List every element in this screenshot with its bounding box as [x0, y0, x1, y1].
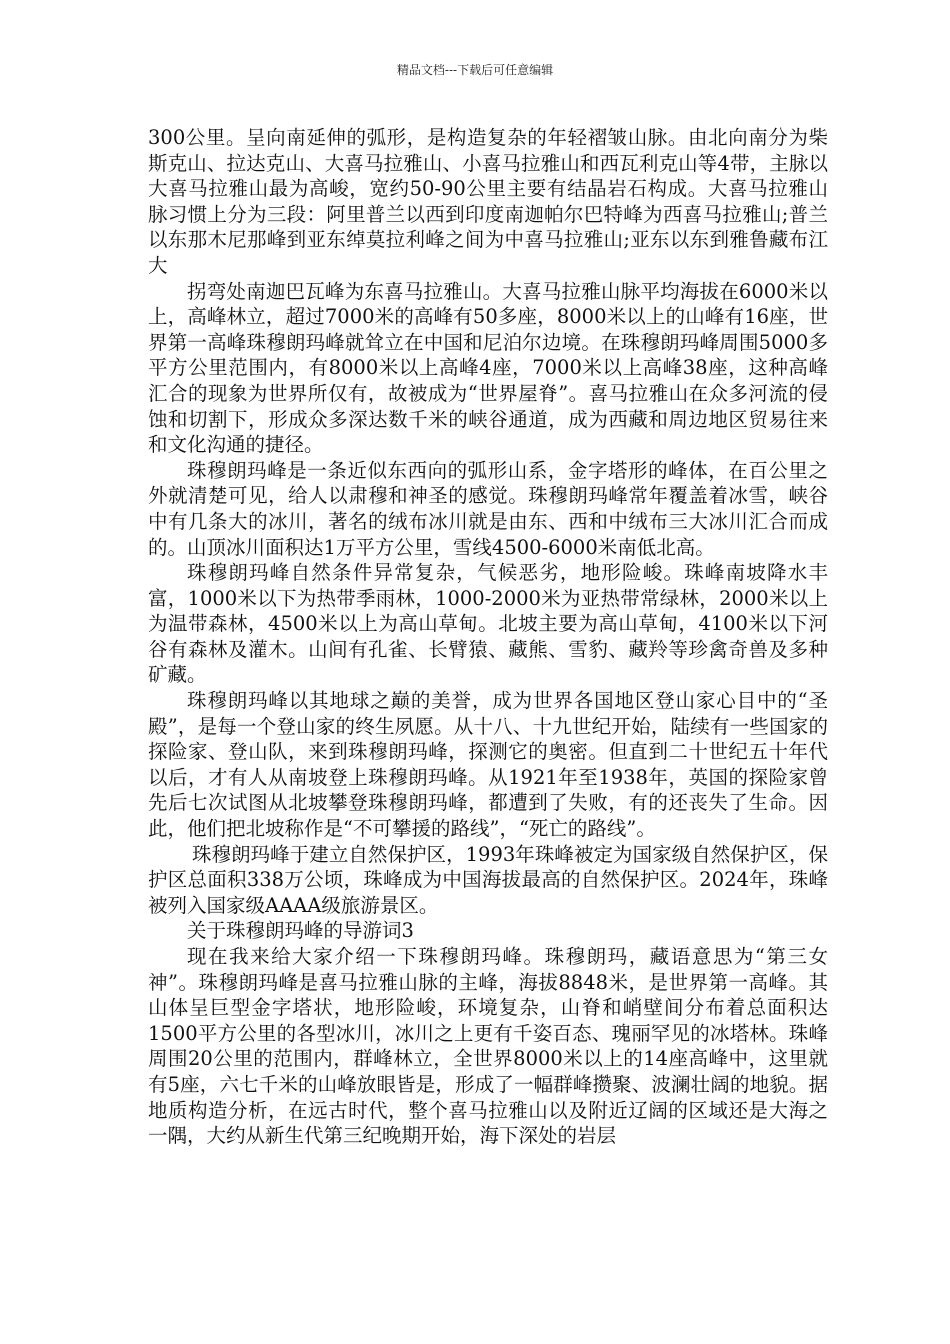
paragraph: 现在我来给大家介绍一下珠穆朗玛峰。珠穆朗玛，藏语意思为“第三女神”。珠穆朗玛峰是喜马拉雅山脉的主峰，海拔8848米，是世界第一高峰。其山体呈巨型金字塔状，地形险峻，环境复杂，山脊和峭壁间分布着总面积达1500平方公里的各型冰川，冰川之上更有千姿百态、瑰丽罕见的冰塔林。珠峰周围20公里的范围内，群峰林立，全世界8000米以上的14座高峰中，这里就有5座，六七千米的山峰放眼皆是，形成了一幅群峰攒聚、波澜壮阔的地貌。据地质构造分析，在远古时代，整个喜马拉雅山以及附近辽阔的区域还是大海之一隅，大约从新生代第三纪晚期开始，海下深处的岩层 [148, 945, 828, 1148]
paragraph: 珠穆朗玛峰于建立自然保护区，1993年珠峰被定为国家级自然保护区，保护区总面积338万公顷，珠峰成为中国海拔最高的自然保护区。2024年，珠峰被列入国家级AAAA级旅游景区。 [148, 842, 828, 917]
document-body [148, 125, 828, 1149]
paragraph: 珠穆朗玛峰是一条近似东西向的弧形山系，金字塔形的峰体，在百公里之外就清楚可见，给人以肃穆和神圣的感觉。珠穆朗玛峰常年覆盖着冰雪，峡谷中有几条大的冰川，著名的绒布冰川就是由东、西和中绒布三大冰川汇合而成的。山顶冰川面积达1万平方公里，雪线4500-6000米南低北高。 [148, 458, 828, 559]
paragraph: 珠穆朗玛峰自然条件异常复杂，气候恶劣，地形险峻。珠峰南坡降水丰富，1000米以下为热带季雨林，1000-2000米为亚热带常绿林，2000米以上为温带森林，4500米以上为高山草甸。北坡主要为高山草甸，4100米以下河谷有森林及灌木。山间有孔雀、长臂猿、藏熊、雪豹、藏羚等珍禽奇兽及多种矿藏。 [148, 561, 828, 687]
paragraph: 拐弯处南迦巴瓦峰为东喜马拉雅山。大喜马拉雅山脉平均海拔在6000米以上，高峰林立，超过7000米的高峰有50多座，8000米以上的山峰有16座，世界第一高峰珠穆朗玛峰就耸立在中国和尼泊尔边境。在珠穆朗玛峰周围5000多平方公里范围内，有8000米以上高峰4座，7000米以上高峰38座，这种高峰汇合的现象为世界所仅有，故被成为“世界屋脊”。喜马拉雅山在众多河流的侵蚀和切割下，形成众多深达数千米的峡谷通道，成为西藏和周边地区贸易往来和文化沟通的捷径。 [148, 279, 828, 457]
paragraph: 珠穆朗玛峰以其地球之巅的美誉，成为世界各国地区登山家心目中的“圣殿”，是每一个登山家的终生夙愿。从十八、十九世纪开始，陆续有一些国家的探险家、登山队，来到珠穆朗玛峰，探测它的奥密。但直到二十世纪五十年代以后，才有人从南坡登上珠穆朗玛峰。从1921年至1938年，英国的探险家曾先后七次试图从北坡攀登珠穆朗玛峰，都遭到了失败，有的还丧失了生命。因此，他们把北坡称作是“不可攀援的路线”，“死亡的路线”。 [148, 689, 828, 841]
page-header: 精品文档---下载后可任意编辑 [396, 63, 554, 77]
section-heading: 关于珠穆朗玛峰的导游词3 [187, 919, 414, 943]
paragraph: 300公里。呈向南延伸的弧形，是构造复杂的年轻褶皱山脉。由北向南分为柴斯克山、拉达克山、大喜马拉雅山、小喜马拉雅山和西瓦利克山等4带，主脉以大喜马拉雅山最为高峻，宽约50-90公里主要有结晶岩石构成。大喜马拉雅山脉习惯上分为三段：阿里普兰以西到印度南迦帕尔巴特峰为西喜马拉雅山;普兰以东那木尼那峰到亚东绰莫拉利峰之间为中喜马拉雅山;亚东以东到雅鲁藏布江大 [148, 126, 828, 277]
